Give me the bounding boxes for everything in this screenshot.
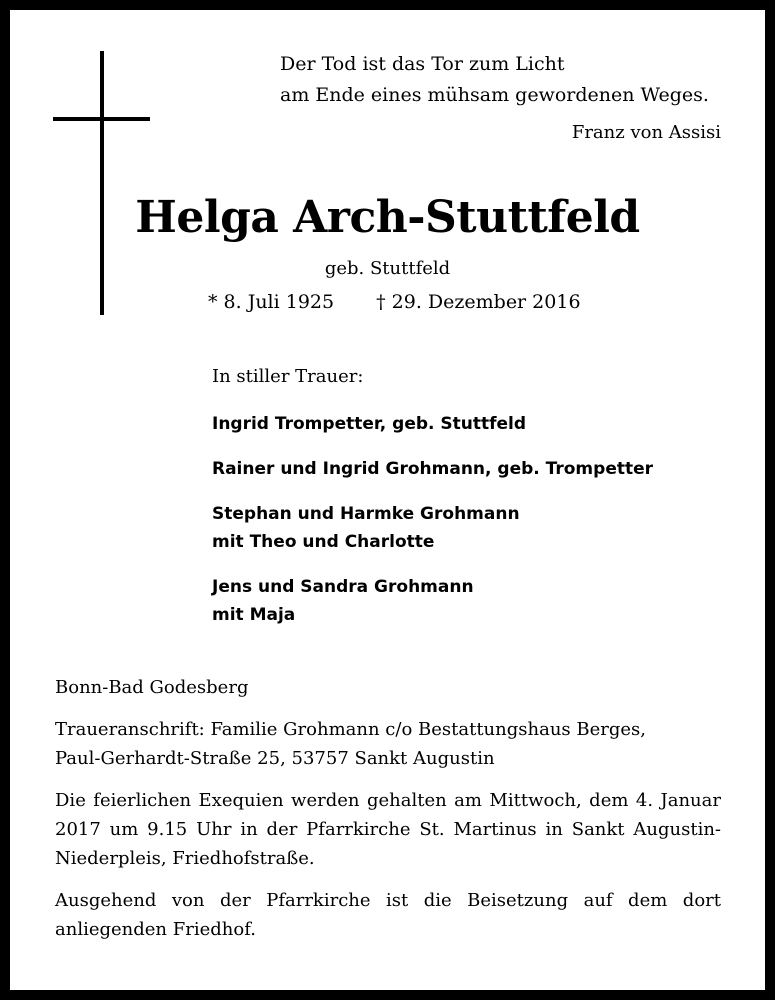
maiden-name: geb. Stuttfeld: [324, 258, 451, 279]
motto-line-1: Der Tod ist das Tor zum Licht: [280, 53, 565, 75]
mourner-line: Jens und Sandra Grohmann: [212, 577, 474, 597]
mourner-entry: [212, 455, 653, 483]
mourner-entry: [212, 500, 653, 556]
address-line-2: Paul-Gerhardt-Straße 25, 53757 Sankt Augustin: [55, 748, 495, 769]
deceased-name: Helga Arch-Stuttfeld: [135, 192, 640, 243]
place-text: Bonn-Bad Godesberg: [55, 677, 249, 698]
mourner-line: Rainer und Ingrid Grohmann, geb. Trompetter: [212, 459, 654, 479]
mourner-line: mit Maja: [212, 605, 296, 625]
motto-quote: [280, 49, 709, 111]
mourner-line: Ingrid Trompetter, geb. Stuttfeld: [212, 414, 527, 434]
life-dates: [208, 291, 581, 313]
mourner-line: Stephan und Harmke Grohmann: [212, 504, 520, 524]
mourner-entry: [212, 573, 653, 629]
mourners-list: [212, 410, 653, 646]
notice-body: [55, 673, 721, 957]
birth-date: * 8. Juli 1925: [208, 291, 335, 313]
mourning-intro: In stiller Trauer:: [212, 366, 364, 387]
address-line-1: Traueranschrift: Familie Grohmann c/o Bestattungshaus Berges,: [55, 719, 646, 740]
burial-text: Ausgehend von der Pfarrkirche ist die Beisetzung auf dem dort anliegenden Friedhof.: [55, 890, 721, 940]
death-date: † 29. Dezember 2016: [376, 291, 581, 313]
mourner-entry: [212, 410, 653, 438]
exequies-text: Die feierlichen Exequien werden gehalten am Mittwoch, dem 4. Januar 2017 um 9.15 Uhr in der Pfarrkirche St. Martinus in Sankt Augustin-Niederpleis, Friedhofstraße.: [55, 790, 721, 869]
mourner-line: mit Theo und Charlotte: [212, 532, 435, 552]
mourning-address: [55, 715, 721, 773]
motto-line-2: am Ende eines mühsam gewordenen Weges.: [280, 84, 709, 106]
cross-icon-bar: [53, 117, 150, 121]
motto-author: Franz von Assisi: [571, 122, 721, 143]
